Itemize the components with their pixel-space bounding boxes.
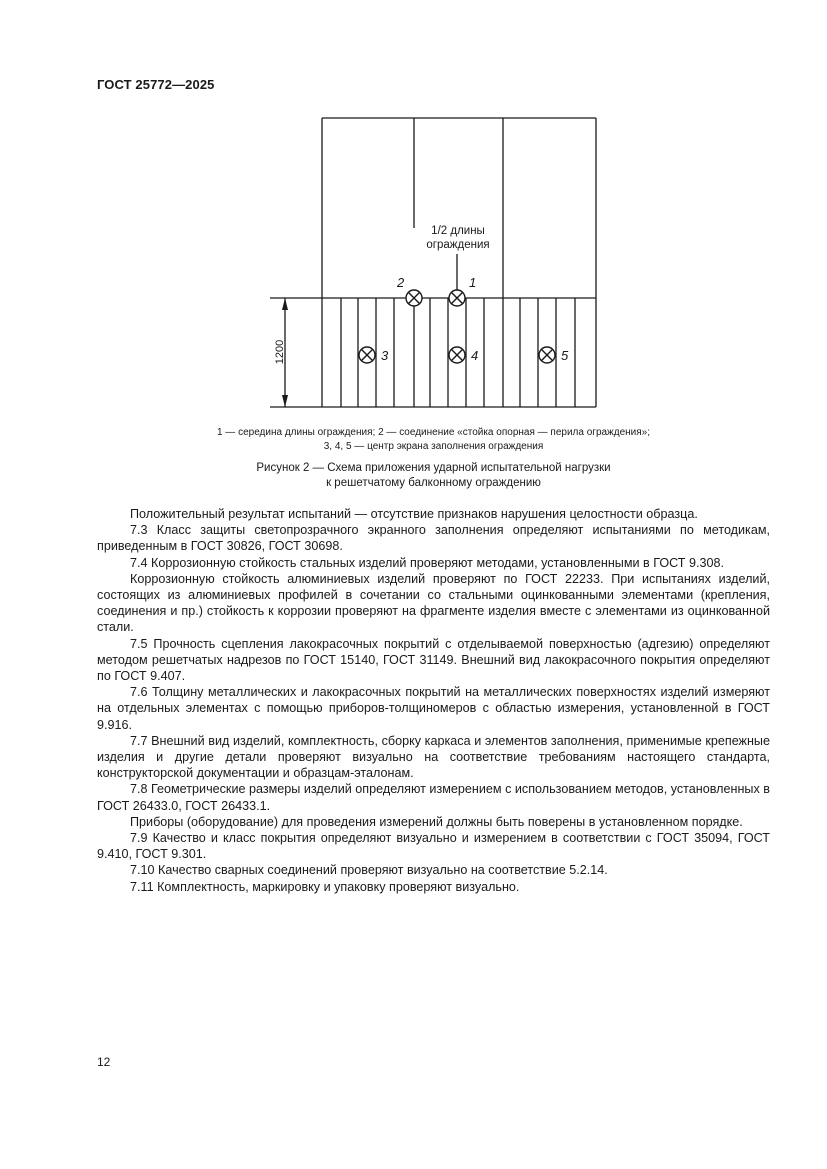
figure-caption: [97, 461, 770, 491]
legend-line-2: 3, 4, 5 — центр экрана заполнения ограждения: [323, 441, 544, 452]
impact-marker-4: [449, 347, 465, 363]
dimension-arrow-top: [282, 298, 288, 310]
marker-label-4: 4: [471, 348, 479, 363]
figure-legend: [97, 426, 770, 454]
figure-diagram: [0, 0, 827, 420]
body-text: [97, 506, 770, 895]
paragraph: 7.5 Прочность сцепления лакокрасочных покрытий с отделываемой поверхностью (адгезию) определяют методом решетчатых надрезов по ГОСТ 15140, ГОСТ 31149. Внешний вид лакокрасочного покрытия определяют по ГОСТ 9.407.: [97, 636, 770, 684]
dimension-arrow-bottom: [282, 395, 288, 407]
annotation-line-2: ограждения: [426, 239, 490, 251]
page-header: ГОСТ 25772—2025: [97, 77, 215, 92]
annotation-line-1: 1/2 длины: [431, 225, 485, 237]
paragraph: Коррозионную стойкость алюминиевых изделий проверяют по ГОСТ 22233. При испытаниях изделий, состоящих из алюминиевых профилей в сочетании со стальными оцинкованными элементами (крепления, соединения и пр.) стойкость к коррозии проверяют на фрагменте изделия вместе с элементами из оцинкованной стали.: [97, 571, 770, 635]
impact-marker-2: [406, 290, 422, 306]
marker-label-5: 5: [561, 348, 569, 363]
caption-line-2: к решетчатому балконному ограждению: [326, 477, 541, 489]
impact-marker-3: [359, 347, 375, 363]
paragraph: 7.8 Геометрические размеры изделий определяют измерением с использованием методов, установленных в ГОСТ 26433.0, ГОСТ 26433.1.: [97, 782, 770, 813]
legend-line-1: 1 — середина длины ограждения; 2 — соединение «стойка опорная — перила ограждения»;: [216, 427, 651, 438]
paragraph: 7.7 Внешний вид изделий, комплектность, сборку каркаса и элементов заполнения, применимые крепежные изделия и другие детали проверяют визуально на соответствие требованиям настоящего стандарта, конструкторской документации и образцам-эталонам.: [97, 733, 770, 781]
paragraph: Положительный результат испытаний — отсутствие признаков нарушения целостности образца.: [130, 507, 698, 521]
impact-marker-5: [539, 347, 555, 363]
paragraph: 7.9 Качество и класс покрытия определяют визуально и измерением в соответствии с ГОСТ 35094, ГОСТ 9.410, ГОСТ 9.301.: [97, 831, 770, 862]
marker-label-2: 2: [397, 275, 405, 290]
marker-label-1: 1: [469, 275, 477, 290]
dimension-label: 1200: [274, 339, 286, 365]
paragraph: 7.10 Качество сварных соединений проверяют визуально на соответствие 5.2.14.: [130, 863, 608, 878]
paragraph: Приборы (оборудование) для проведения измерений должны быть поверены в установленном порядке.: [130, 814, 743, 829]
page-number: 12: [97, 1055, 111, 1069]
caption-line-1: Рисунок 2 — Схема приложения ударной испытательной нагрузки: [256, 462, 611, 474]
paragraph: 7.4 Коррозионную стойкость стальных изделий проверяют методами, установленными в ГОСТ 9.308.: [130, 555, 725, 570]
marker-label-3: 3: [381, 348, 389, 363]
paragraph: 7.3 Класс защиты светопрозрачного экранного заполнения определяют испытаниями по методикам, приведенным в ГОСТ 30826, ГОСТ 30698.: [97, 523, 770, 554]
paragraph: 7.6 Толщину металлических и лакокрасочных покрытий на металлических поверхностях изделий измеряют на отдельных элементах с помощью приборов-толщиномеров с областью измерения, установленной в ГОСТ 9.916.: [97, 685, 770, 732]
impact-marker-1: [449, 290, 465, 306]
paragraph: 7.11 Комплектность, маркировку и упаковку проверяют визуально.: [130, 879, 520, 894]
